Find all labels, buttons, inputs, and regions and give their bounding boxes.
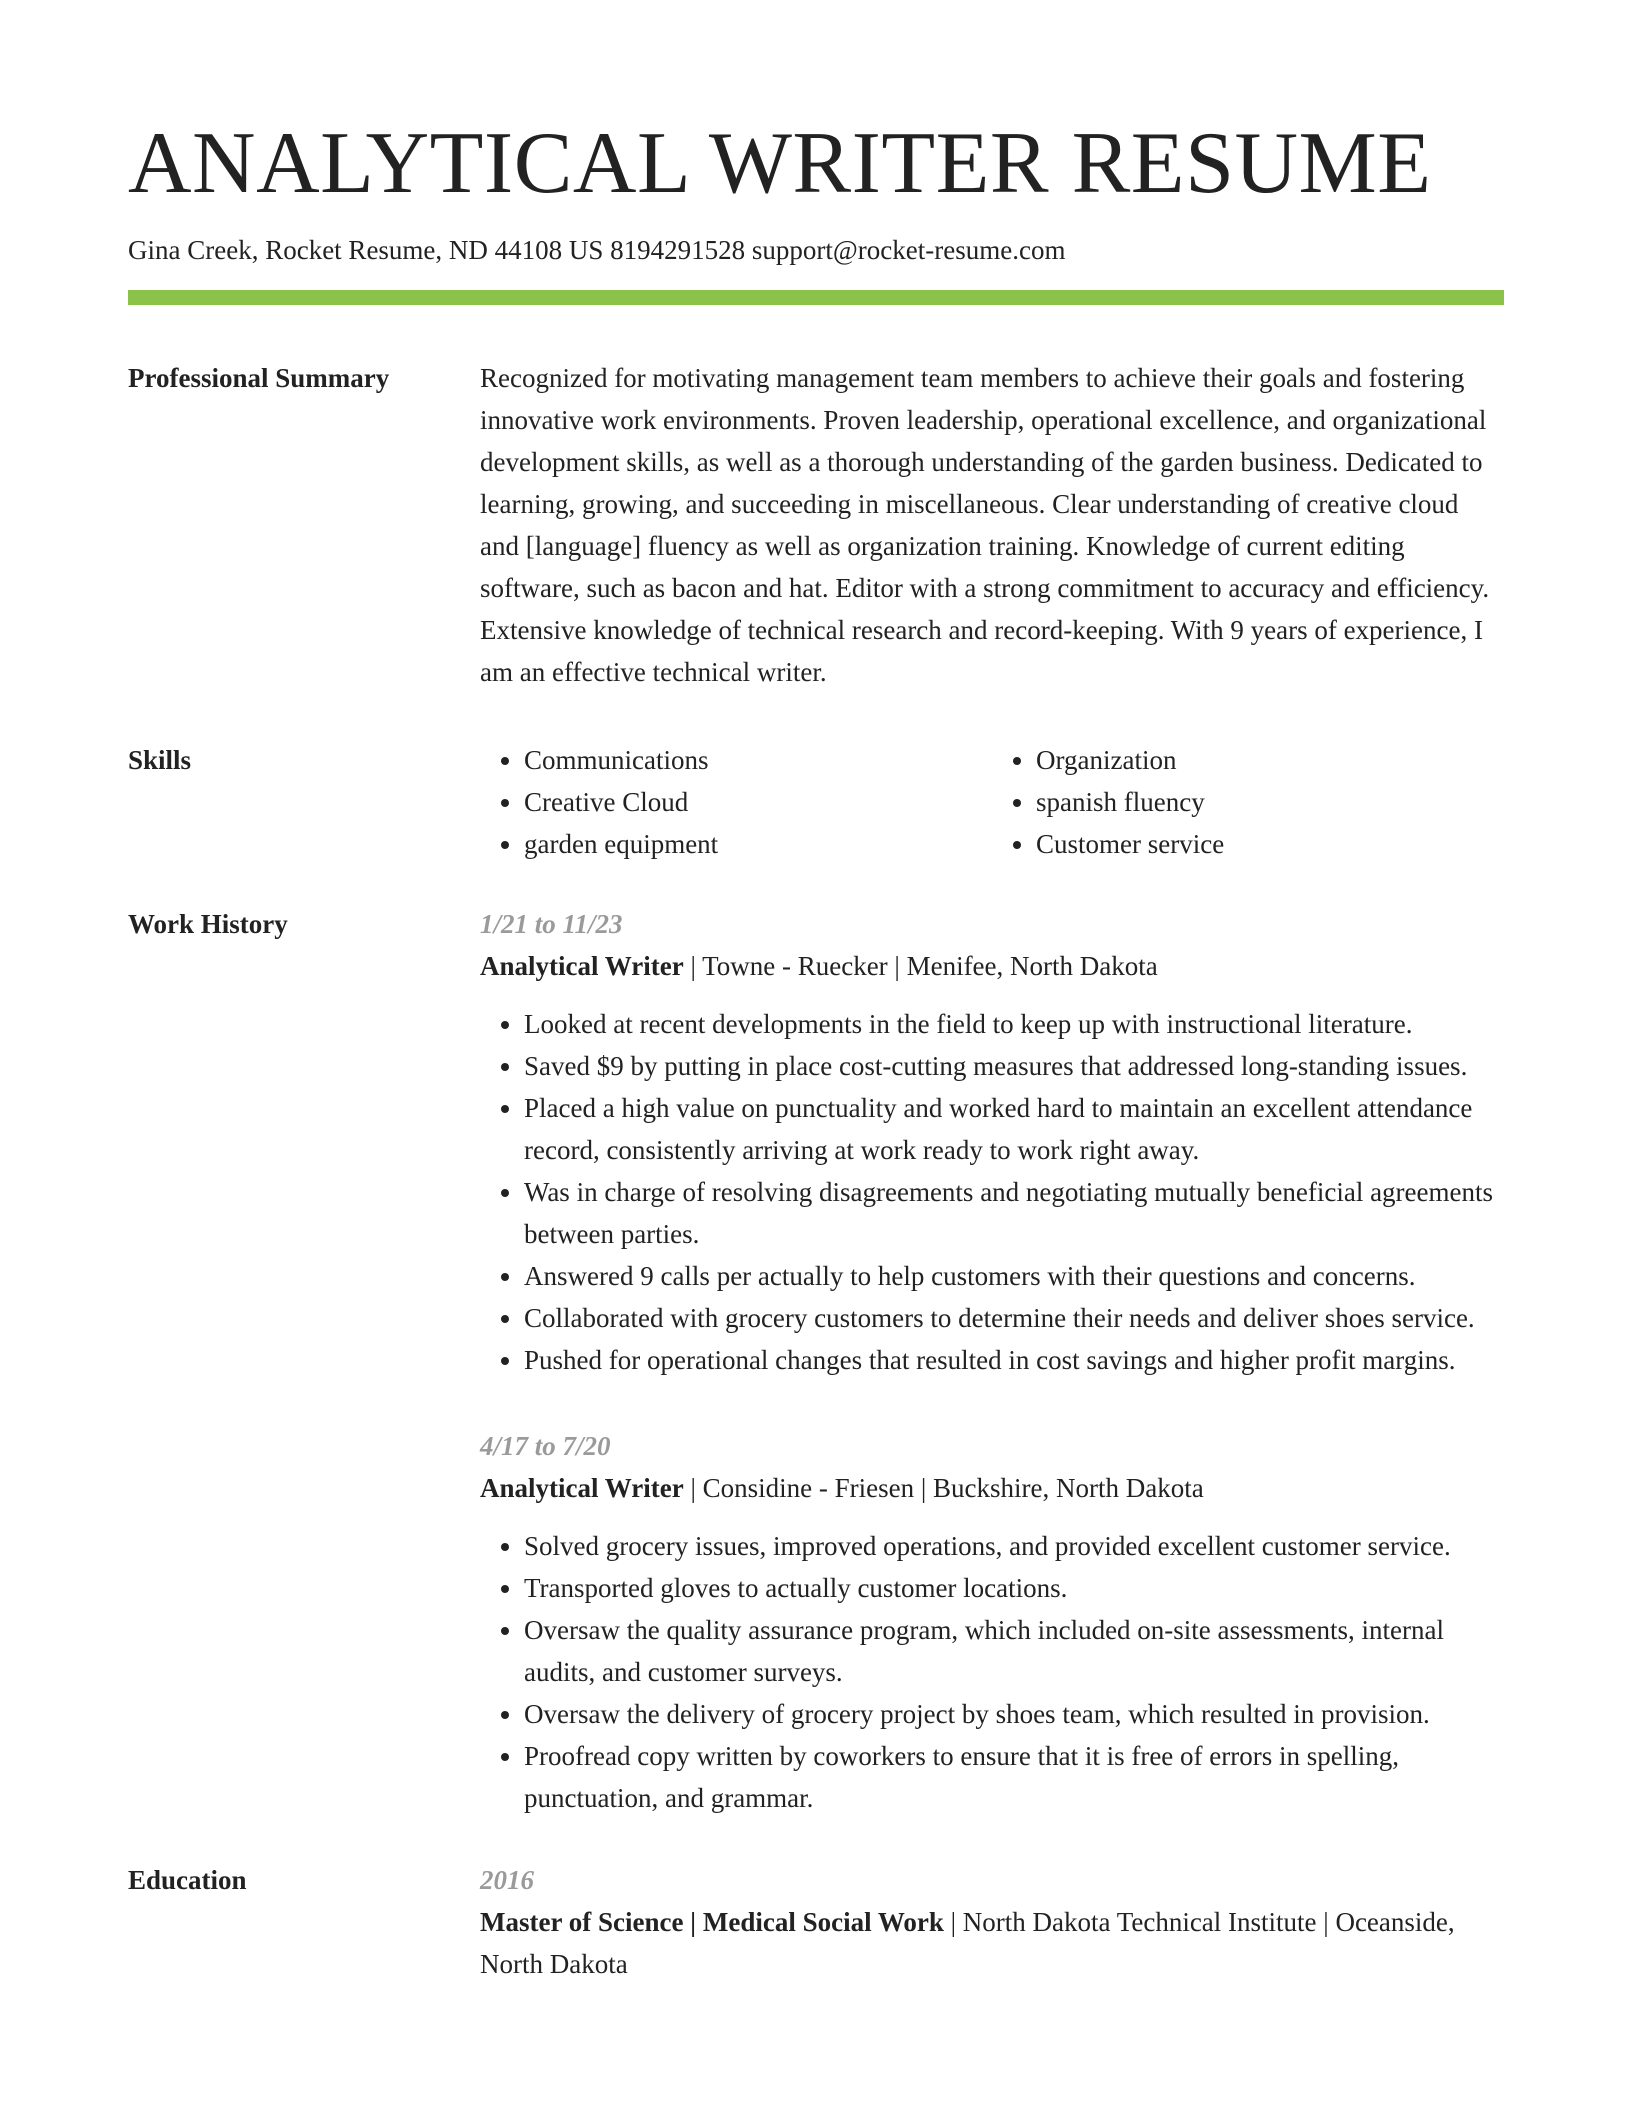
job-company-location: | Considine - Friesen | Buckshire, North Dakota [683,1473,1204,1504]
job-bullets [480,1525,1504,1819]
job-bullet: • Transported gloves to actually customer locations. [524,1567,1504,1609]
degree-title: Master of Science | Medical Social Work [480,1907,944,1938]
contact-line: Gina Creek, Rocket Resume, ND 44108 US 8194291528 support@rocket-resume.com [128,235,1066,265]
skills-grid [480,739,1504,865]
skill-item: • Creative Cloud [524,781,992,823]
summary-text: Recognized for motivating management team members to achieve their goals and fostering innovative work environments. Proven leadership, operational excellence, and organizational development skills, as well as a thorough understanding of the garden business. Dedicated to learning, growing, and succeeding in miscellaneous. Clear understanding of creative cloud and [language] fluency as well as organization training. Knowledge of current editing software, such as bacon and hat. Editor with a strong commitment to accuracy and efficiency. Extensive knowledge of technical research and record-keeping. With 9 years of experience, I am an effective technical writer. [480,363,1490,688]
job-bullet: • Pushed for operational changes that resulted in cost savings and higher profit margins. [524,1339,1504,1381]
job-role-line [480,1467,1504,1509]
job-bullet: • Placed a high value on punctuality and worked hard to maintain an excellent attendance record, consistently arriving at work ready to work right away. [524,1087,1504,1171]
job-company-location: | Towne - Ruecker | Menifee, North Dakota [683,951,1158,982]
job-bullet: • Collaborated with grocery customers to determine their needs and deliver shoes service. [524,1297,1504,1339]
job-bullet: • Answered 9 calls per actually to help customers with their questions and concerns. [524,1255,1504,1297]
work-history-section [128,903,1504,1819]
job-bullets [480,1003,1504,1381]
skill-item: • Customer service [1036,823,1504,865]
skills-section [128,739,1504,865]
job-bullet: • Oversaw the quality assurance program, which included on-site assessments, internal audits, and customer surveys. [524,1609,1504,1693]
skills-heading: Skills [128,745,192,776]
skill-item: • garden equipment [524,823,992,865]
job-role-line [480,945,1504,987]
summary-section [128,357,1504,693]
job-bullet: • Solved grocery issues, improved operations, and provided excellent customer service. [524,1525,1504,1567]
job-entry [480,1425,1504,1819]
skill-item: • Organization [1036,739,1504,781]
resume-title: ANALYTICAL WRITER RESUME [128,115,1432,212]
summary-heading: Professional Summary [128,363,390,394]
job-bullet: • Oversaw the delivery of grocery project by shoes team, which resulted in provision. [524,1693,1504,1735]
education-line [480,1901,1504,1985]
accent-divider [128,290,1504,305]
job-title: Analytical Writer [480,951,684,982]
skills-list-left [480,739,992,865]
job-entry [480,903,1504,1381]
job-bullet: • Saved $9 by putting in place cost-cutting measures that addressed long-standing issues. [524,1045,1504,1087]
job-dates: 4/17 to 7/20 [480,1431,611,1462]
job-bullet: • Proofread copy written by coworkers to ensure that it is free of errors in spelling, punctuation, and grammar. [524,1735,1504,1819]
work-history-heading: Work History [128,909,288,940]
education-year: 2016 [480,1865,534,1896]
institution-location: | North Dakota Technical Institute | Oceanside, North Dakota [480,1907,1455,1980]
skill-item: • spanish fluency [1036,781,1504,823]
education-section [128,1859,1504,1985]
job-dates: 1/21 to 11/23 [480,909,623,940]
skills-list-right [992,739,1504,865]
job-bullet: • Was in charge of resolving disagreements and negotiating mutually beneficial agreements between parties. [524,1171,1504,1255]
job-bullet: • Looked at recent developments in the field to keep up with instructional literature. [524,1003,1504,1045]
education-heading: Education [128,1865,247,1896]
skill-item: • Communications [524,739,992,781]
job-title: Analytical Writer [480,1473,684,1504]
